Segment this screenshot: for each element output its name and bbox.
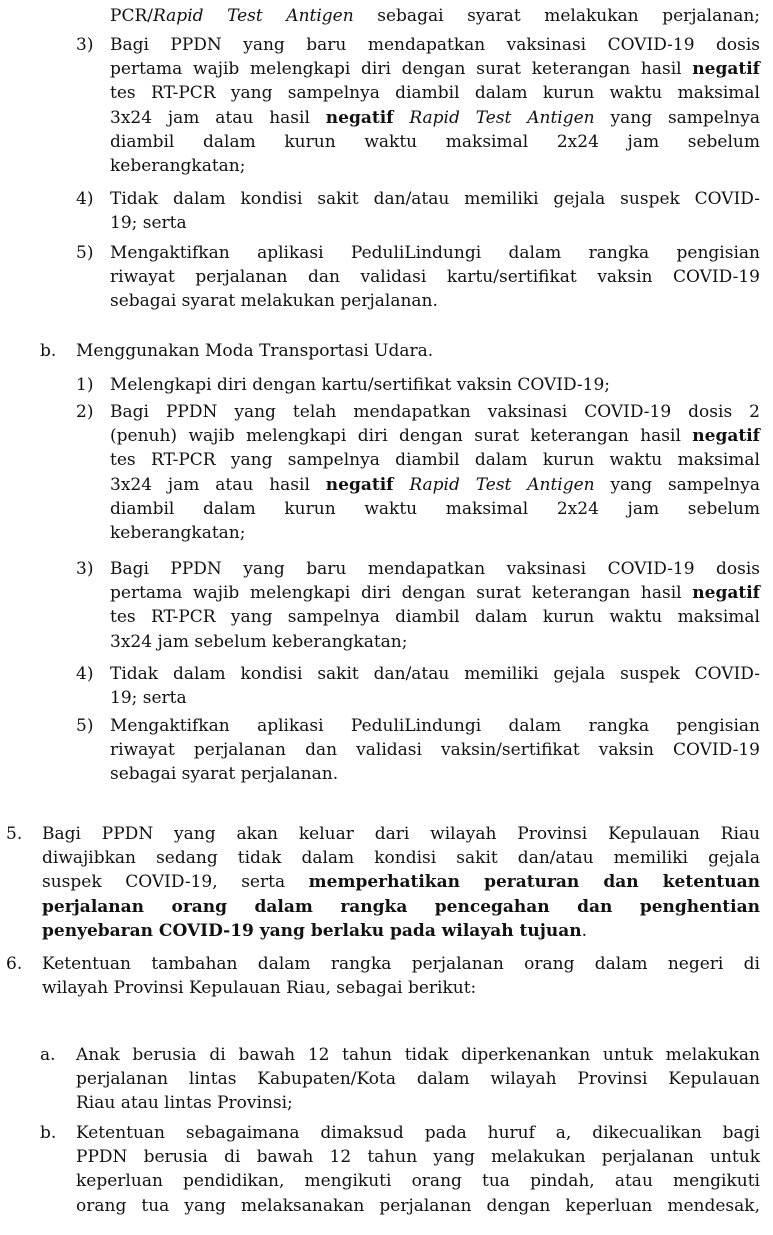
text-run: Rapid Test Antigen [152,6,354,26]
text-line [110,448,760,472]
text-line [42,952,760,976]
text-line [110,81,760,105]
text-run: tes RT-PCR yang sampelnya diambil dalam kurun waktu maksimal [110,450,760,471]
item-text [76,1043,760,1116]
text-line [110,400,760,424]
text-line [76,1145,760,1169]
item-text [110,4,760,28]
text-run: 19; serta [110,213,187,234]
item-label: 1) [76,375,94,395]
text-run: . [581,920,587,941]
text-line [110,57,760,81]
text-line [76,1194,760,1218]
item-label: 4) [76,664,94,684]
text-line [110,605,760,629]
text-line [110,662,760,686]
text-line [42,846,760,870]
item-text [110,557,760,654]
text-line [42,870,760,894]
text-run: pertama wajib melengkapi diri dengan surat keterangan hasil [110,59,693,80]
text-line [76,1043,760,1067]
item-text [110,373,760,397]
item-text [110,662,760,710]
text-line [110,289,760,313]
text-line [110,521,760,545]
item-label: 5) [76,716,94,736]
text-run: riwayat perjalanan dan validasi vaksin/sertifikat vaksin COVID-19 [110,740,760,761]
text-run: negatif [325,107,394,128]
text-run: negatif [692,59,760,80]
text-run: sebagai syarat melakukan perjalanan; [353,6,760,26]
text-run: Rapid Test Antigen [409,474,595,495]
text-run: 19; serta [110,688,187,709]
text-run: negatif [325,474,394,495]
text-line [76,1121,760,1145]
text-run: Bagi PPDN yang telah mendapatkan vaksinasi COVID-19 dosis 2 [110,402,760,422]
text-run: Melengkapi diri dengan kartu/sertifikat vaksin COVID-19; [110,375,611,395]
text-run: Tidak dalam kondisi sakit dan/atau memiliki gejala suspek COVID- [110,189,760,209]
item-label: b. [40,341,57,361]
text-line [110,738,760,762]
item-text [42,952,760,1000]
text-run: negatif [692,583,760,604]
text-run: Ketentuan tambahan dalam rangka perjalanan orang dalam negeri di [42,954,760,974]
text-line [110,424,760,448]
text-run: pertama wajib melengkapi diri dengan surat keterangan hasil [110,583,693,604]
text-line [110,241,760,265]
text-line [110,714,760,738]
text-run: Rapid Test Antigen [409,107,595,128]
text-run: keberangkatan; [110,523,246,544]
text-run: Riau atau lintas Provinsi; [76,1093,293,1114]
text-run: tes RT-PCR yang sampelnya diambil dalam kurun waktu maksimal [110,83,760,104]
item-label: a. [40,1045,56,1065]
text-line [110,473,760,497]
item-label: 2) [76,402,94,422]
text-line [110,211,760,235]
item-text [42,822,760,943]
text-run [393,475,409,495]
text-run: keberangkatan; [110,156,246,177]
text-run: Mengaktifkan aplikasi PeduliLindungi dalam rangka pengisian [110,716,760,736]
text-line [76,339,760,363]
text-run: Anak berusia di bawah 12 tahun tidak diperkenankan untuk melakukan [76,1045,760,1065]
text-run: Bagi PPDN yang akan keluar dari wilayah Provinsi Kepulauan Riau [42,824,760,844]
text-line [110,630,760,654]
item-label: 5) [76,243,94,263]
item-label: 4) [76,189,94,209]
text-line [110,686,760,710]
item-text [76,339,760,363]
item-label: 3) [76,559,94,579]
text-line [42,919,760,943]
text-line [76,1091,760,1115]
text-run: diwajibkan sedang tidak dalam kondisi sakit dan/atau memiliki gejala [42,848,760,869]
text-run: keperluan pendidikan, mengikuti orang tua pindah, atau mengikuti [76,1171,760,1192]
item-text [76,1121,760,1218]
text-line [42,976,760,1000]
text-run [393,108,409,128]
item-text [110,241,760,314]
text-line [42,822,760,846]
text-run: Ketentuan sebagaimana dimaksud pada huruf a, dikecualikan bagi [76,1123,760,1143]
item-text [110,400,760,545]
text-run: diambil dalam kurun waktu maksimal 2x24 jam sebelum [110,131,760,152]
text-line [110,581,760,605]
item-text [110,714,760,787]
text-line [110,265,760,289]
text-run: 3x24 jam atau hasil [110,474,326,495]
text-run: diambil dalam kurun waktu maksimal 2x24 jam sebelum [110,498,760,519]
text-run: penyebaran COVID-19 yang berlaku pada wilayah tujuan [42,920,582,941]
text-run: (penuh) wajib melengkapi diri dengan surat keterangan hasil [110,426,693,447]
text-run: sebagai syarat melakukan perjalanan. [110,291,438,312]
text-run: sebagai syarat perjalanan. [110,764,339,785]
text-line [110,497,760,521]
text-run: Bagi PPDN yang baru mendapatkan vaksinasi COVID-19 dosis [110,559,760,579]
text-line [110,557,760,581]
text-line [110,33,760,57]
text-run: riwayat perjalanan dan validasi kartu/sertifikat vaksin COVID-19 [110,267,760,288]
text-run: perjalanan orang dalam rangka pencegahan dan penghentian [42,896,760,917]
text-run: Bagi PPDN yang baru mendapatkan vaksinasi COVID-19 dosis [110,35,760,55]
text-run: orang tua yang melaksanakan perjalanan dengan keperluan mendesak, [76,1195,760,1216]
text-line [110,106,760,130]
text-run: suspek COVID-19, serta [42,872,309,893]
item-label: 3) [76,35,94,55]
text-run: Mengaktifkan aplikasi PeduliLindungi dalam rangka pengisian [110,243,760,263]
text-run: 3x24 jam sebelum keberangkatan; [110,631,408,652]
text-run: PPDN berusia di bawah 12 tahun yang melakukan perjalanan untuk [76,1147,760,1168]
text-line [110,4,760,28]
text-run: yang sampelnya [594,474,760,495]
item-text [110,187,760,235]
item-label: 5. [6,824,23,844]
text-line [110,130,760,154]
text-run: wilayah Provinsi Kepulauan Riau, sebagai berikut: [42,978,477,999]
item-label: b. [40,1123,57,1143]
text-line [42,895,760,919]
text-line [76,1169,760,1193]
text-line [110,762,760,786]
text-run: Menggunakan Moda Transportasi Udara. [76,341,434,361]
text-run: negatif [692,426,760,447]
text-line [110,154,760,178]
item-label: 6. [6,954,23,974]
text-line [110,373,760,397]
item-text [110,33,760,178]
text-line [76,1067,760,1091]
text-run: 3x24 jam atau hasil [110,107,326,128]
text-line [110,187,760,211]
text-run: tes RT-PCR yang sampelnya diambil dalam kurun waktu maksimal [110,607,760,628]
text-run: perjalanan lintas Kabupaten/Kota dalam wilayah Provinsi Kepulauan [76,1069,760,1090]
text-run: PCR/ [110,6,153,26]
text-run: yang sampelnya [594,107,760,128]
text-run: Tidak dalam kondisi sakit dan/atau memiliki gejala suspek COVID- [110,664,760,684]
text-run: memperhatikan peraturan dan ketentuan [308,872,760,893]
